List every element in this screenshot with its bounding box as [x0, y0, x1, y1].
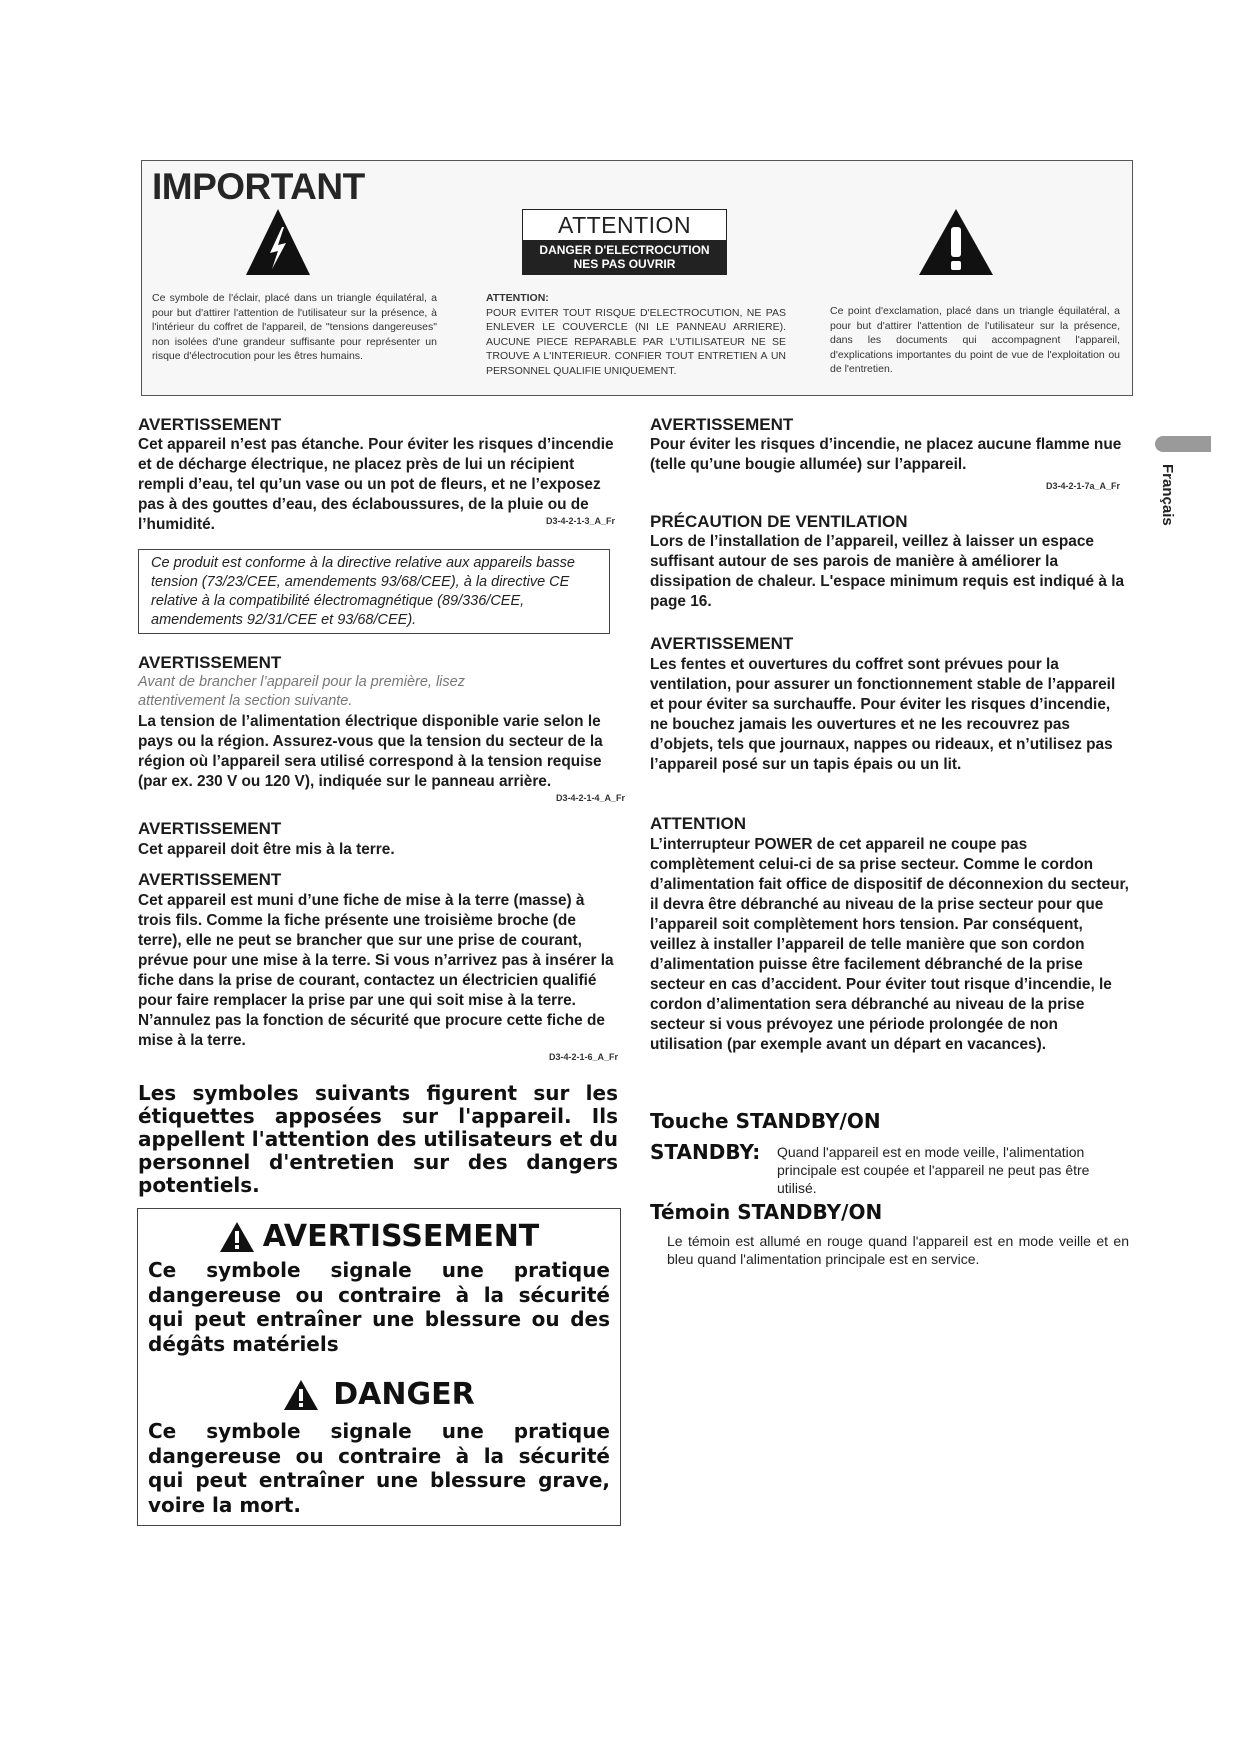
indicator-heading: Témoin STANDBY/ON: [650, 1200, 883, 1224]
attention-heading: ATTENTION: [650, 814, 747, 833]
box-warning-title-row: [138, 1219, 620, 1254]
ce-conformity-box: Ce produit est conforme à la directive relative aux appareils basse tension (73/23/CEE, amendements 93/68/CEE), à la directive CE relative à la compatibilité électromagnétique (89/336/CEE, amendements 92/31/CEE et 93/68/CEE).: [138, 549, 610, 634]
exclamation-warning-icon: [917, 207, 995, 277]
warning-1-heading: AVERTISSEMENT: [138, 415, 282, 434]
ventilation-body: Lors de l’installation de l’appareil, veillez à laisser un espace suffisant autour de ses parois de manière à améliorer la dissipation de chaleur. L'espace minimum requis est indiqué à la page 16.: [650, 533, 1125, 610]
danger-triangle-icon: [283, 1379, 319, 1411]
symbols-box: [137, 1208, 621, 1526]
important-title: IMPORTANT: [152, 166, 365, 207]
language-label: Français: [1159, 464, 1176, 526]
warning-2-ref: D3-4-2-1-4_A_Fr: [555, 793, 625, 803]
warning-1-body: Cet appareil n’est pas étanche. Pour éviter les risques d’incendie et de décharge électrique, ne placez près de lui un récipient rempli d’eau, tel qu’un vase ou un pot de fleurs, et ne l’exposez pas à des gouttes d’eau, des éclaboussures, de la pluie ou de l’humidité.: [138, 436, 614, 533]
lightning-warning-icon: [244, 207, 312, 277]
warning-2-body: La tension de l’alimentation électrique disponible varie selon le pays ou la région. Assurez-vous que la tension du secteur de la région où l’appareil sera utilisé correspond à la tension requise (par ex. 230 V ou 120 V), indiquée sur le panneau arrière.: [138, 713, 603, 790]
ventilation-heading: PRÉCAUTION DE VENTILATION: [650, 512, 908, 531]
symbols-intro-heading: Les symboles suivants figurent sur les étiquettes apposées sur l'appareil. Ils appellent l'attention des utilisateurs et du personnel d'entretien sur des dangers potentiels.: [138, 1081, 618, 1197]
attention-notice-text: POUR EVITER TOUT RISQUE D'ELECTROCUTION, NE PAS ENLEVER LE COUVERCLE (NI LE PANNEAU ARRIERE). AUCUNE PIECE REPARABLE PAR L'UTILISATEUR NE SE TROUVE A L'INTERIEUR. CONFIER TOUT ENTRETIEN A UN PERSONNEL QUALIFIE UNIQUEMENT.: [486, 306, 786, 377]
right-warning-1-ref: D3-4-2-1-7a_A_Fr: [1045, 481, 1120, 491]
attention-notice-title: ATTENTION:: [486, 292, 549, 304]
right-warning-3-body: Les fentes et ouvertures du coffret sont prévues pour la ventilation, pour assurer un fonctionnement stable de l’appareil et pour éviter sa surchauffe. Pour éviter les risques d’incendie, ne bouchez jamais les ouvertures et ne les recouvrez pas d’objets, tels que journaux, nappes ou rideaux, et n’utilisez pas l’appareil posé sur un tapis épais ou un lit.: [650, 656, 1116, 773]
warning-triangle-icon: [219, 1221, 255, 1253]
standby-description: Quand l'appareil est en mode veille, l'alimentation principale est coupée et l'appareil ne peut pas être utilisé.: [777, 1144, 1090, 1196]
right-warning-1-heading: AVERTISSEMENT: [650, 415, 794, 434]
warning-4-ref: D3-4-2-1-6_A_Fr: [548, 1052, 618, 1062]
attention-badge-danger: DANGER D'ELECTROCUTION NES PAS OUVRIR: [523, 240, 726, 274]
box-danger-body: Ce symbole signale une pratique dangereuse ou contraire à la sécurité qui peut entraîner une blessure grave, voire la mort.: [148, 1419, 610, 1517]
attention-badge-title: ATTENTION: [557, 212, 692, 238]
warning-4-body: Cet appareil est muni d’une fiche de mise à la terre (masse) à trois fils. Comme la fiche présente une troisième broche (de terre), elle ne peut se brancher que sur une prise de courant, prévue pour une mise à la terre. Si vous n’arrivez pas à insérer la fiche dans la prise de courant, contactez un électricien qualifié pour faire remplacer la prise par une qui soit mise à la terre. N’annulez pas la fonction de sécurité que procure cette fiche de mise à la terre.: [138, 892, 614, 1049]
box-warning-title: AVERTISSEMENT: [262, 1219, 540, 1254]
attention-notice: [486, 291, 786, 379]
lightning-symbol-explanation: Ce symbole de l'éclair, placé dans un triangle équilatéral, a pour but d'attirer l'attention de l'utilisateur sur la présence, à l'intérieur du coffret de l'appareil, de "tensions dangereuses" non isolées d'une grandeur suffisante pour représenter un risque d'électrocution pour les êtres humains.: [152, 292, 437, 363]
right-warning-1-body: Pour éviter les risques d’incendie, ne placez aucune flamme nue (telle qu’une bougie allumée) sur l’appareil.: [650, 436, 1122, 473]
warning-4-heading: AVERTISSEMENT: [138, 870, 282, 889]
language-tab: [1155, 436, 1211, 452]
exclamation-symbol-explanation: Ce point d'exclamation, placé dans un triangle équilatéral, a pour but d'attirer l'attention de l'utilisateur sur la présence, dans les documents qui accompagnent l'appareil, d'explications importantes du point de vue de l'exploitation ou de l'entretien.: [830, 305, 1120, 376]
warning-1-ref: D3-4-2-1-3_A_Fr: [545, 516, 615, 526]
attention-body: L’interrupteur POWER de cet appareil ne coupe pas complètement celui-ci de sa prise secteur. Comme le cordon d’alimentation fait office de dispositif de déconnexion du secteur, il devra être débranché au niveau de la prise secteur pour que l’appareil soit complètement hors tension. Par conséquent, veillez à installer l’appareil de telle manière que son cordon d’alimentation puisse être facilement débranché de la prise secteur en cas d’accident. Pour éviter tout risque d’incendie, le cordon d’alimentation sera débranché au niveau de la prise secteur si vous prévoyez une période prolongée de non utilisation (par exemple avant un départ en vacances).: [650, 836, 1129, 1053]
indicator-description: Le témoin est allumé en rouge quand l'appareil est en mode veille et en bleu quand l'alimentation principale est en service.: [667, 1233, 1129, 1267]
attention-badge: [522, 209, 727, 275]
right-warning-3-heading: AVERTISSEMENT: [650, 634, 794, 653]
standby-key-heading: Touche STANDBY/ON: [650, 1109, 881, 1133]
box-danger-title-row: [138, 1377, 620, 1412]
box-danger-title: DANGER: [333, 1377, 475, 1412]
warning-3-heading: AVERTISSEMENT: [138, 819, 282, 838]
warning-2-heading: AVERTISSEMENT: [138, 653, 282, 672]
warning-2-intro: Avant de brancher l’appareil pour la première, lisez attentivement la section suivante.: [138, 674, 465, 709]
box-warning-body: Ce symbole signale une pratique dangereuse ou contraire à la sécurité qui peut entraîner une blessure ou des dégâts matériels: [148, 1258, 610, 1356]
warning-3-body: Cet appareil doit être mis à la terre.: [138, 841, 395, 858]
standby-label: STANDBY:: [650, 1140, 761, 1164]
